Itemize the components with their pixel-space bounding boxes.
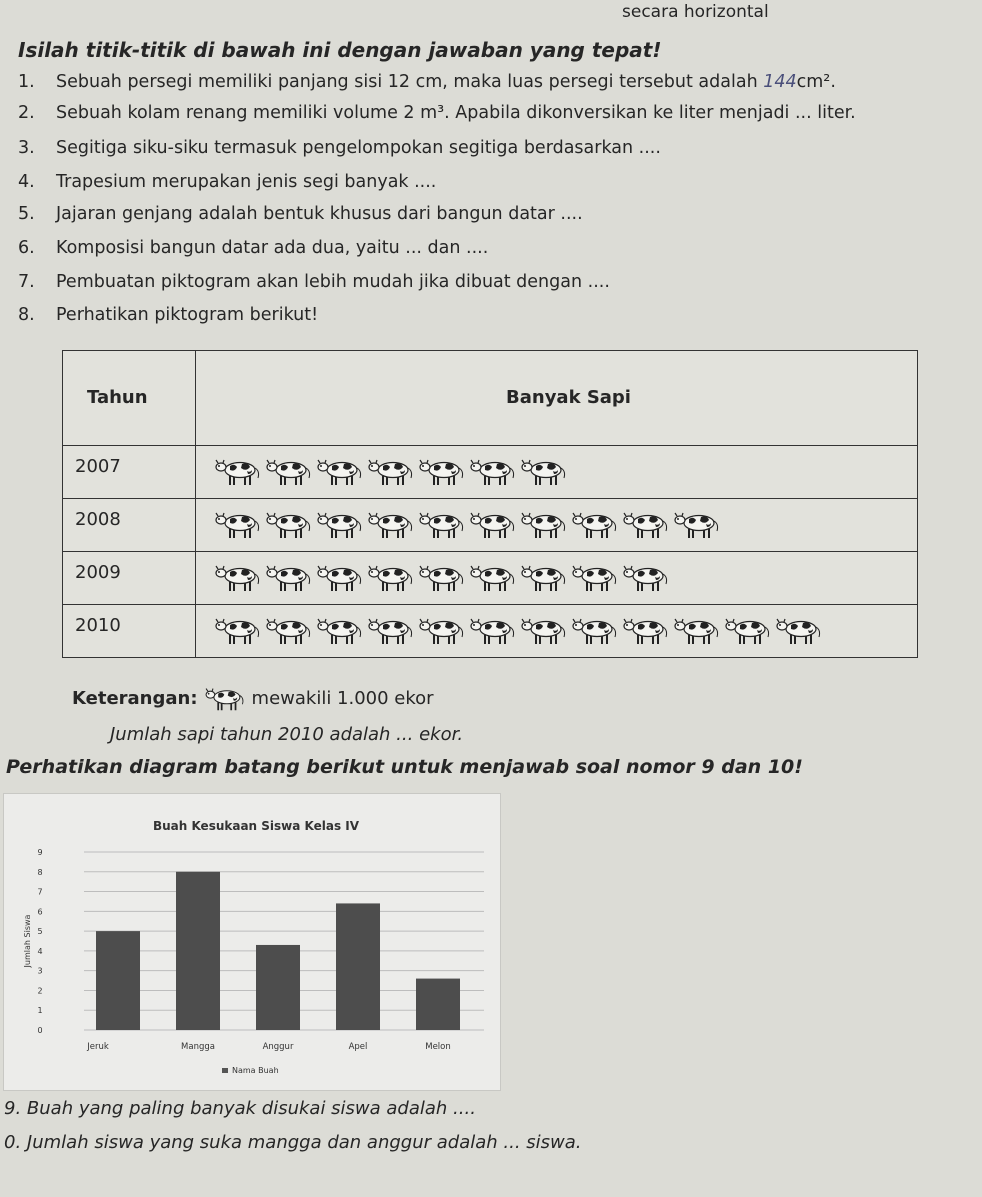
row-cows [196,604,918,657]
row-cows [196,498,918,551]
cow-icon [367,563,417,593]
cow-icon [367,510,417,540]
x-tick-label: Jeruk [87,1042,109,1052]
cow-icon [469,457,519,487]
chart-heading: Perhatikan diagram batang berikut untuk menjawab soal nomor 9 dan 10! [6,756,803,778]
y-tick-label: 3 [37,966,43,976]
cow-icon [469,563,519,593]
cow-icon [214,616,264,646]
x-tick-label: Melon [425,1042,451,1052]
cow-icon [571,510,621,540]
x-tick-label: Mangga [181,1042,215,1052]
cow-icon [724,616,774,646]
pictogram-legend [72,686,434,712]
y-tick-label: 1 [37,1006,43,1016]
question-9-text: Buah yang paling banyak disukai siswa adalah .... [26,1098,476,1119]
cow-icon [316,563,366,593]
bar [96,931,140,1030]
row-year: 2008 [63,498,196,551]
cow-icon [673,616,723,646]
y-tick-label: 9 [37,848,43,857]
cow-icon [418,510,468,540]
question-text: Segitiga siku-siku termasuk pengelompokan segitiga berdasarkan .... [56,138,661,158]
cow-icon [316,457,366,487]
question-10 [4,1132,582,1153]
question-1 [18,72,836,92]
question-3 [18,138,661,158]
bar-chart-figure [3,793,501,1091]
cow-icon [520,457,570,487]
legend-text: mewakili 1.000 ekor [251,688,434,709]
cow-icon [622,510,672,540]
pictogram-row [63,498,918,551]
bar [416,979,460,1030]
legend-swatch [222,1068,228,1073]
question-4 [18,172,436,192]
question-number: 6. [18,238,35,258]
row-year: 2009 [63,551,196,604]
pictogram-row [63,445,918,498]
question-number: 7. [18,272,35,292]
pictogram-table [62,350,918,658]
cow-icon [367,616,417,646]
question-2010: Jumlah sapi tahun 2010 adalah ... ekor. [110,724,464,745]
cow-icon [418,457,468,487]
cow-icon [265,510,315,540]
question-7 [18,272,610,292]
cow-icon [214,457,264,487]
row-year: 2010 [63,604,196,657]
cow-icon [673,510,723,540]
pictogram-row [63,604,918,657]
question-number: 5. [18,204,35,224]
cow-icon [214,563,264,593]
y-tick-label: 0 [37,1026,43,1035]
cow-icon [316,510,366,540]
legend-label: Keterangan: [72,688,198,709]
question-number: 1. [18,72,35,92]
question-text-tail: cm². [796,72,836,92]
y-tick-label: 8 [37,867,43,877]
cow-icon [775,616,825,646]
header-cows: Banyak Sapi [196,351,918,446]
header-year: Tahun [63,351,196,446]
cow-icon [418,563,468,593]
cow-icon [316,616,366,646]
question-text: Komposisi bangun datar ada dua, yaitu ... dan .... [56,238,489,258]
handwritten-answer: 144 [763,72,797,92]
cow-icon [204,686,248,712]
question-10-text: Jumlah siswa yang suka mangga dan anggur adalah ... siswa. [26,1132,582,1153]
cow-icon [214,510,264,540]
x-tick-label: Apel [348,1042,368,1052]
cow-icon [418,616,468,646]
cow-icon [265,563,315,593]
y-tick-label: 5 [37,927,43,937]
cow-icon [520,510,570,540]
section-heading: Isilah titik-titik di bawah ini dengan jawaban yang tepat! [18,38,662,62]
bar [336,903,380,1030]
question-9-number: 9. [4,1098,22,1119]
y-tick-label: 7 [37,887,43,897]
cow-icon [571,616,621,646]
bar-chart [4,794,500,1090]
row-year: 2007 [63,445,196,498]
row-cows [196,551,918,604]
question-6 [18,238,488,258]
bar [256,945,300,1030]
cow-icon [265,457,315,487]
cow-icon [265,616,315,646]
cow-icon [469,616,519,646]
question-10-number: 0. [4,1132,22,1153]
cow-icon [520,616,570,646]
question-text: Sebuah kolam renang memiliki volume 2 m³. Apabila dikonversikan ke liter menjadi ... liter. [56,103,856,123]
pictogram-row [63,551,918,604]
question-number: 4. [18,172,35,192]
cow-icon [571,563,621,593]
y-tick-label: 4 [37,946,43,956]
legend-label: Nama Buah [232,1066,279,1075]
pictogram-header-row [63,351,918,446]
cow-icon [469,510,519,540]
question-text: Trapesium merupakan jenis segi banyak .... [56,172,437,192]
row-cows [196,445,918,498]
top-note: secara horizontal [622,2,769,22]
y-axis-label: Jumlah Siswa [23,914,32,968]
question-8 [18,305,318,325]
x-tick-label: Anggur [262,1042,294,1052]
cow-icon [622,563,672,593]
cow-icon [520,563,570,593]
question-text: Sebuah persegi memiliki panjang sisi 12 cm, maka luas persegi tersebut adalah [56,72,764,92]
question-number: 2. [18,103,35,123]
bar [176,872,220,1030]
chart-title: Buah Kesukaan Siswa Kelas IV [152,819,360,833]
question-number: 8. [18,305,35,325]
question-9 [4,1098,476,1119]
question-2 [18,103,856,123]
question-number: 3. [18,138,35,158]
question-text: Jajaran genjang adalah bentuk khusus dari bangun datar .... [56,204,583,224]
cow-icon [367,457,417,487]
y-tick-label: 2 [37,986,43,996]
question-text: Pembuatan piktogram akan lebih mudah jika dibuat dengan .... [56,272,610,292]
question-5 [18,204,583,224]
y-tick-label: 6 [37,907,43,917]
question-text: Perhatikan piktogram berikut! [56,305,319,325]
cow-icon [622,616,672,646]
